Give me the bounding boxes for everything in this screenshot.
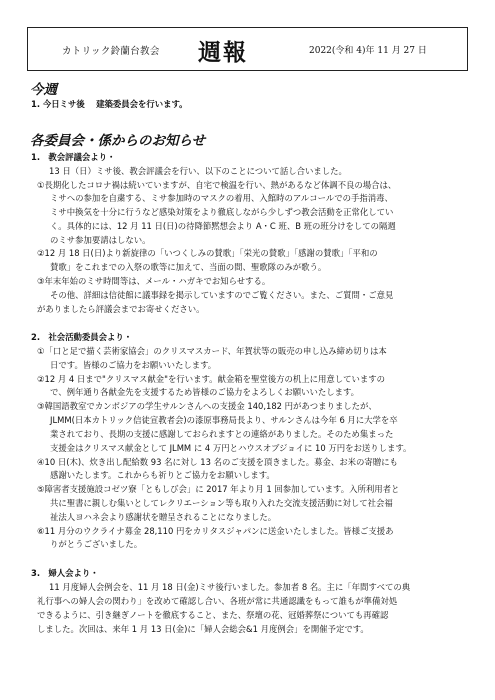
council-line: ③年末年始のミサ時間等は、メール・ハガキでお知らせする。 xyxy=(37,276,271,286)
council-line: ミサへの参加を自粛する、ミサ参加時のマスクの着用、入館時のアルコールでの手指消毒、 xyxy=(50,193,393,203)
council-line: 賛歌」をこれまでの入祭の歌等に加えて、当面の間、聖歌隊のみが歌う。 xyxy=(50,262,327,272)
social-line: ②12 月 4 日まで"クリスマス献金"を行います。献金箱を聖堂後方の机上に用意していますの xyxy=(37,374,386,384)
social-line: で、例年通り各献金先を支援するため皆様のご協力をよろしくお願いいたします。 xyxy=(50,387,360,397)
womens-line: しました。次回は、来年 1 月 13 日(金)に「婦人会総会&1 月度例会」を開催予定です。 xyxy=(37,624,369,634)
social-line: 日です。皆様のご協力をお願いいたします。 xyxy=(50,360,217,370)
social-line: 業されており、長期の支援に感謝しておられますとの連絡がありました。そのため集まった xyxy=(50,429,394,439)
council-line: ①長期化したコロナ禍は続いていますが、自宅で検温を行い、熱があるなど体調不良の場合は、 xyxy=(37,180,397,190)
bulletin-date: 2022(令和 4)年 11 月 27 日 xyxy=(309,46,427,56)
social-line: 感謝いたします。これからも祈りとご協力をお願いします。 xyxy=(50,470,275,480)
bulletin-title: 週報 xyxy=(198,40,248,66)
social-line: ⑥11 月分のウクライナ募金 28,110 円をカリタスジャパンに送金いたしました。皆様ご支援あ xyxy=(37,526,394,536)
social-line: 支援金はクリスマス献金として JLMM に 4 万円とハウスオブジョイに 10 万円をお送りします。 xyxy=(50,443,412,453)
church-name: カトリック鈴蘭台教会 xyxy=(62,46,160,57)
womens-line: できるように、引き継ぎノートを徹底すること、また、祭壇の花、冠婚葬祭についても再確認 xyxy=(37,610,389,620)
notices-heading: 各委員会・係からのお知らせ xyxy=(30,133,206,149)
social-line: ⑤障害者支援施設コゼツ寮「ともしび会」に 2017 年より月 1 回参加しています。入所利用者と xyxy=(37,484,400,494)
this-week-item: 1. 今日ミサ後 建築委員会を行います。 xyxy=(31,99,188,109)
social-line: JLMM(日本カトリック信徒宣教者会)の漆原事務局長より、サルンさんは今年 6 月に大学を卒 xyxy=(50,415,398,425)
social-line: 祉法人ヨハネ会より感謝状を贈呈されることになりました。 xyxy=(50,512,277,522)
social-line: りがとうございました。 xyxy=(50,539,143,549)
womens-line: 11 月度婦人会例会を、11 月 18 日(金)ミサ後行いました。参加者 8 名。主に「年間すべての典 xyxy=(49,582,411,592)
womens-line: 礼行事への婦人会の関わり」を改めて確認し合い、各班が常に共通認識をもって誰もが準備対処 xyxy=(37,596,398,606)
womens-section-heading: 3. 婦人会より・ xyxy=(31,568,99,578)
council-section-heading: 1. 教会評議会より・ xyxy=(31,152,116,162)
council-line: ②12 月 18 日(日)より新旋律の「いつくしみの賛歌」「栄光の賛歌」「感謝の賛歌」「平和の xyxy=(37,248,378,258)
this-week-heading: 今週 xyxy=(30,82,57,98)
social-line: ④10 日(木)、炊き出し配給数 93 名に対し 13 名のご支援を頂きました。募金、お米の寄贈にも xyxy=(37,457,398,467)
social-section-heading: 2. 社会活動委員会より・ xyxy=(31,332,133,342)
council-line: ミサ中換気を十分に行うなど感染対策をより徹底しながら少しずつ教会活動を正常化してい xyxy=(50,207,394,217)
header-box xyxy=(27,27,468,71)
council-line: のミサ参加要請はしない。 xyxy=(50,235,151,245)
social-line: ①「口と足で描く芸術家協会」のクリスマスカード、年賀状等の販売の申し込み締め切りは本 xyxy=(37,346,387,356)
council-line: 13 日（日）ミサ後、教会評議会を行い、以下のことについて話し合いました。 xyxy=(49,166,347,176)
social-line: 共に聖書に親しむ集いとしてレクリエーション等も取り入れた交流支援活動に対して社会福 xyxy=(50,498,393,508)
social-line: ③韓国語教室でカンボジアの学生サルンさんへの支援金 140,182 円があつまりましたが、 xyxy=(37,401,377,411)
council-line: がありましたら評議会までお寄せください。 xyxy=(37,304,205,314)
council-line: その他、詳細は信徒館に議事録を掲示していますのでご覧ください。また、ご質問・ご意見 xyxy=(50,290,394,300)
council-line: く。具体的には、12 月 11 日(日)の待降節黙想会より A・C 班、B 班の班分けをしての隔週 xyxy=(50,221,396,231)
